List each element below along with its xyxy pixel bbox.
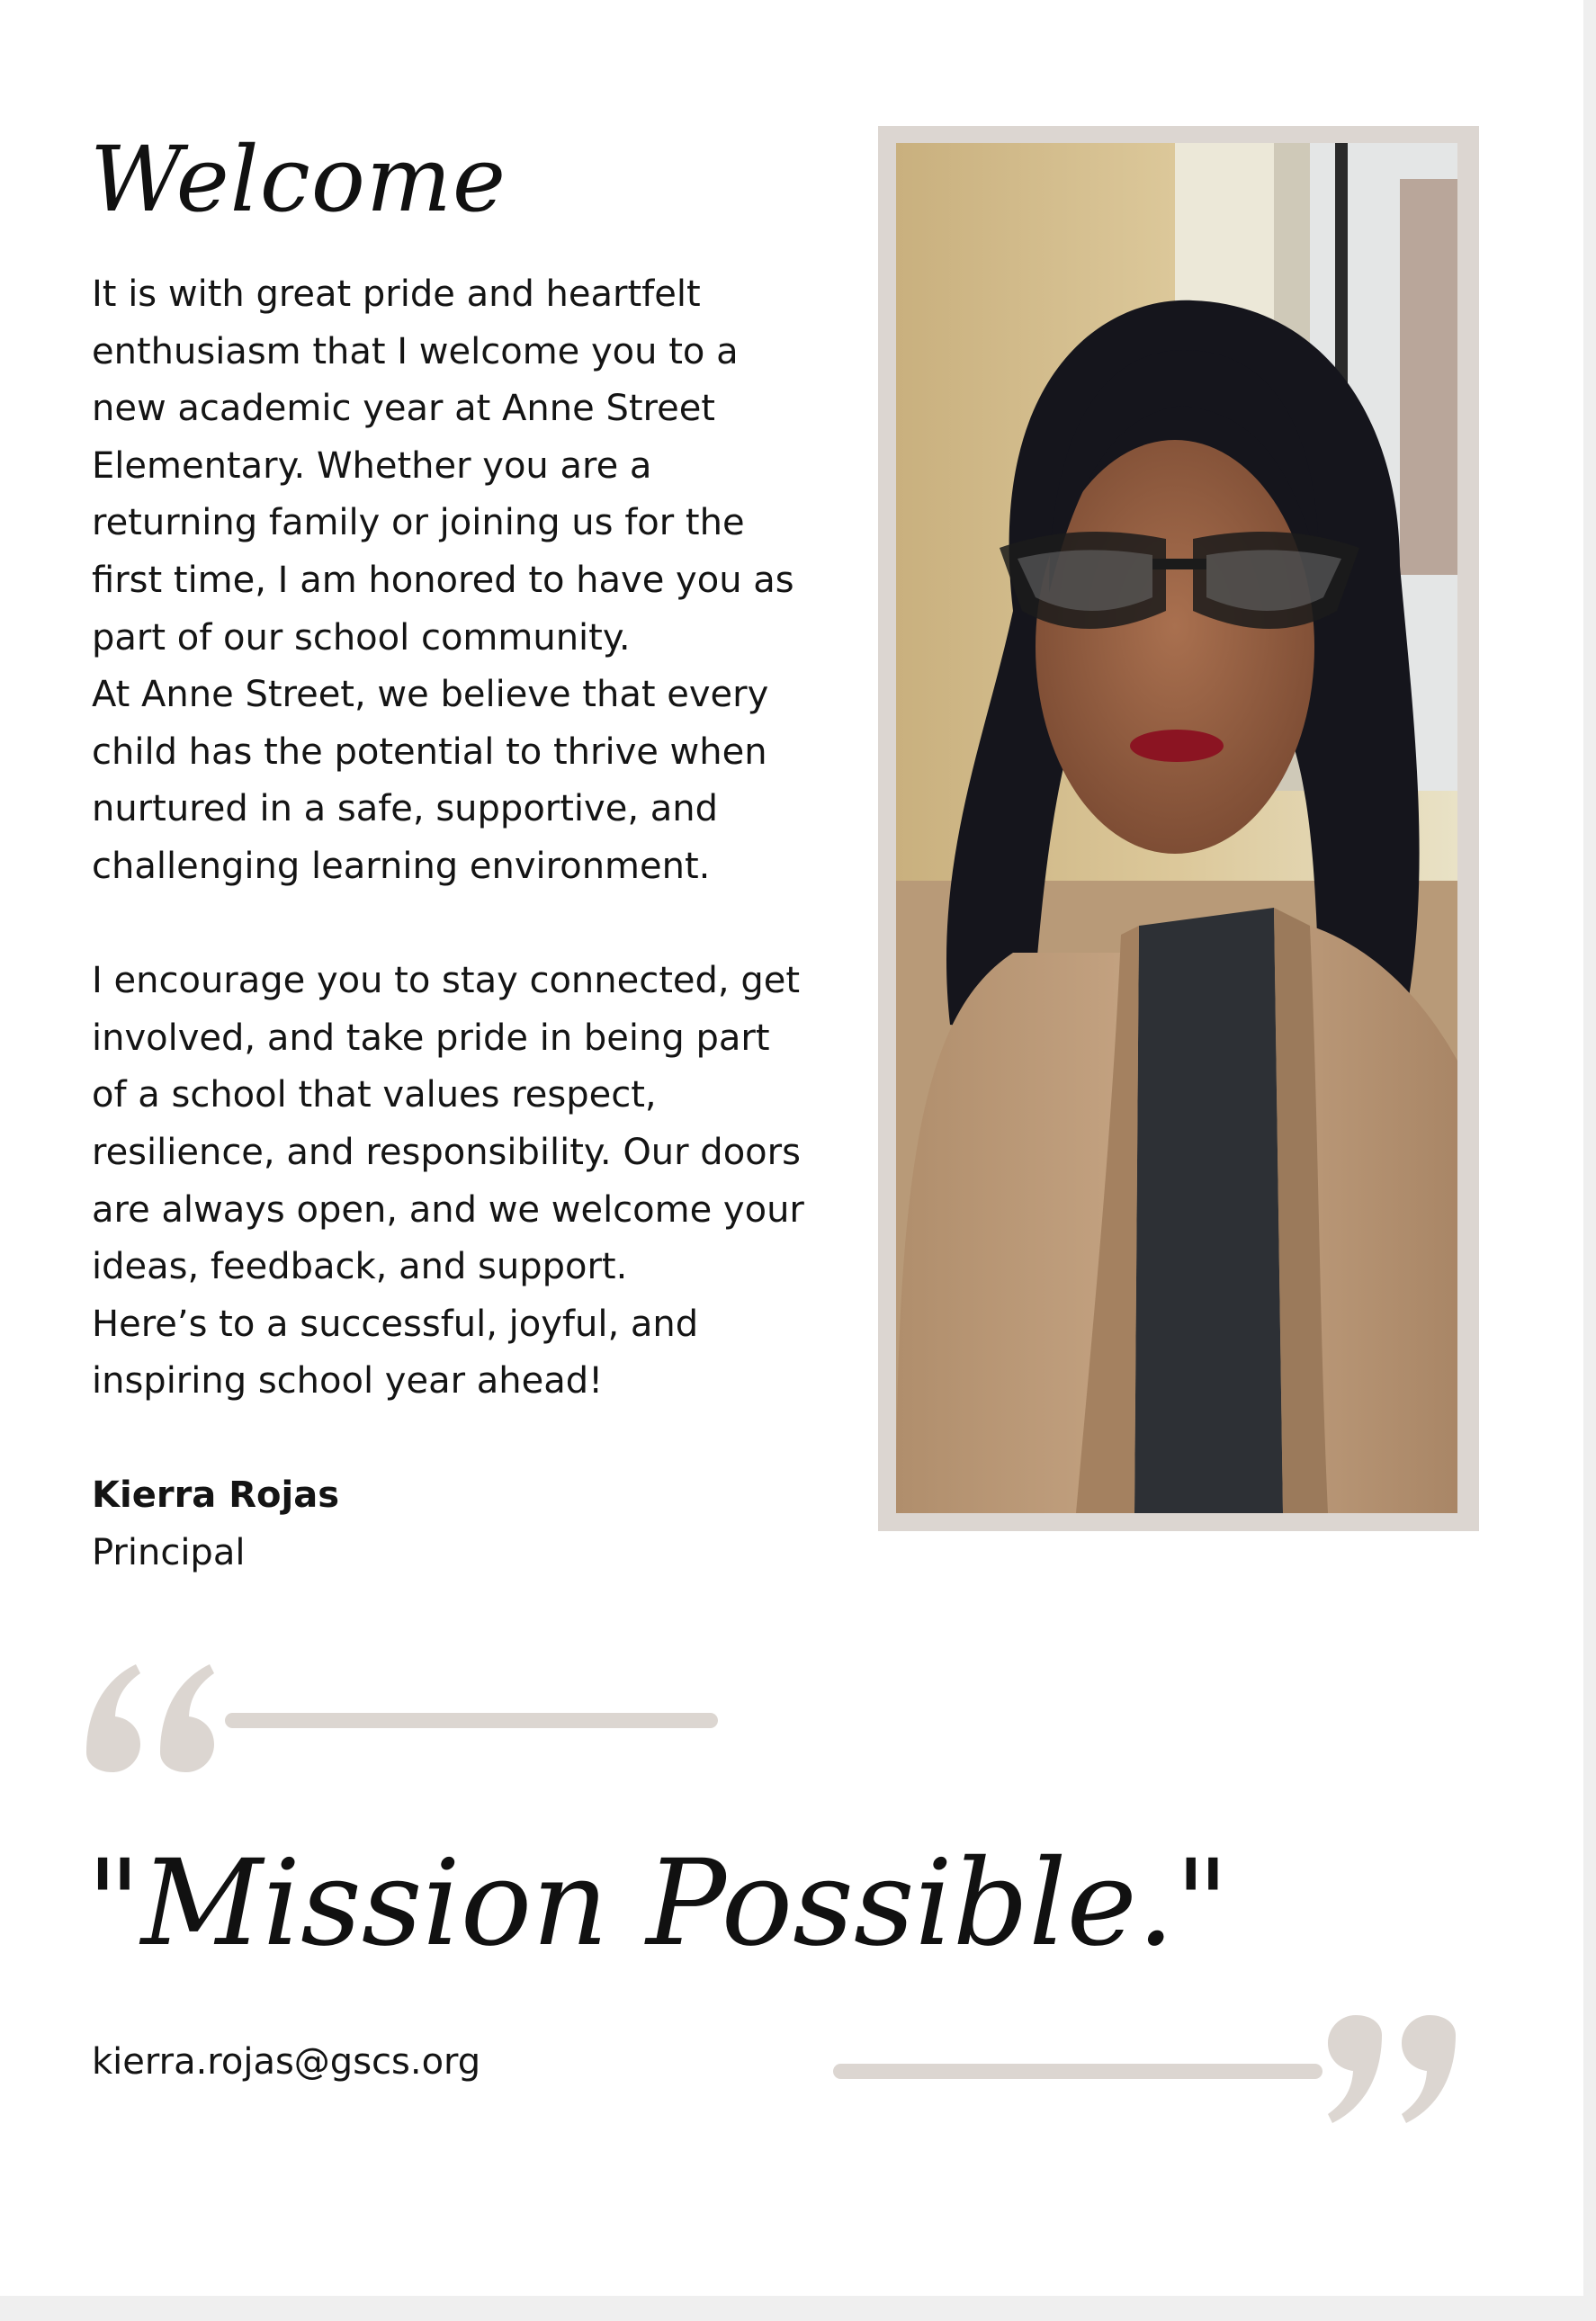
welcome-heading: Welcome <box>90 127 507 232</box>
mission-motto: "Mission Possible." <box>86 1834 1230 1973</box>
quote-divider-top <box>225 1713 718 1728</box>
signer-title: Principal <box>92 1532 246 1574</box>
contact-email[interactable]: kierra.rojas@gscs.org <box>92 2041 481 2083</box>
letter-paragraph-intro: It is with great pride and heartfelt enthusiasm that I welcome you to a new academic year at Anne Street Elementary. Whether you are a returning family or joining us for the first time, I am honored to have you as part of our school community. <box>92 273 794 659</box>
principal-portrait-illustration <box>896 143 1457 1513</box>
signer-name: Kierra Rojas <box>92 1474 339 1517</box>
closing-quote-icon <box>1328 2015 1463 2123</box>
quote-divider-bottom <box>833 2064 1323 2079</box>
principal-photo-frame <box>878 126 1479 1531</box>
opening-quote-icon <box>86 1664 221 1772</box>
paragraph-spacer <box>92 896 811 954</box>
letter-paragraph-beliefs: At Anne Street, we believe that every child has the potential to thrive when nurtured in a safe, supportive, and challenging learning environment. <box>92 674 769 887</box>
welcome-letter-body <box>92 266 811 1582</box>
letter-paragraph-encouragement: I encourage you to stay connected, get involved, and take pride in being part of a school that values respect, resilience, and responsibility. Our doors are always open, and we welcome your ideas, feedback, and support. <box>92 960 804 1288</box>
signature-spacer <box>92 1411 811 1468</box>
letter-paragraph-closing: Here’s to a successful, joyful, and inspiring school year ahead! <box>92 1303 699 1402</box>
principal-photo <box>896 143 1457 1513</box>
